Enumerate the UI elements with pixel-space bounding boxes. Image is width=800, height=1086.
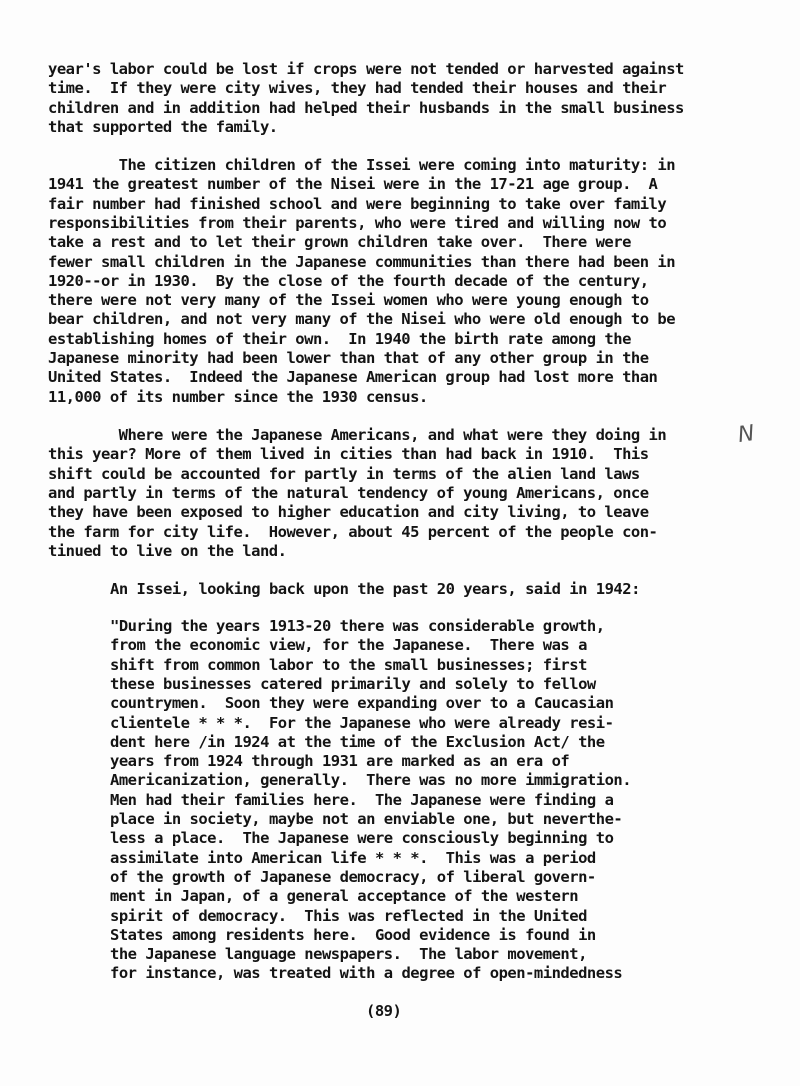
text-line: 1941 the greatest number of the Nisei were in the 17-21 age group. A bbox=[48, 175, 658, 194]
text-line: of the growth of Japanese democracy, of liberal govern- bbox=[110, 867, 596, 886]
text-line: Japanese minority had been lower than that of any other group in the bbox=[48, 349, 649, 367]
text-line: countrymen. Soon they were expanding over to a Caucasian bbox=[110, 694, 614, 713]
text-line: year's labor could be lost if crops were not tended or harvested against bbox=[48, 60, 684, 78]
text-line: children and in addition had helped their husbands in the small business bbox=[48, 98, 684, 117]
text-line: ment in Japan, of a general acceptance of the western bbox=[110, 887, 579, 906]
text-line: that supported the family. bbox=[48, 117, 278, 136]
text-line: States among residents here. Good evidence is found in bbox=[110, 925, 596, 944]
text-line: the Japanese language newspapers. The labor movement, bbox=[110, 945, 587, 964]
text-line: years from 1924 through 1931 are marked as an era of bbox=[110, 752, 570, 771]
text-line: dent here /in 1924 at the time of the Exclusion Act/ the bbox=[110, 732, 605, 751]
text-line: United States. Indeed the Japanese American group had lost more than bbox=[48, 368, 658, 387]
text-line: take a rest and to let their grown children take over. There were bbox=[48, 233, 631, 252]
text-line: fewer small children in the Japanese communities than there had been in bbox=[48, 252, 676, 271]
text-line: place in society, maybe not an enviable one, but neverthe- bbox=[110, 810, 623, 828]
text-line: and partly in terms of the natural tendency of young Americans, once bbox=[48, 483, 649, 502]
text-line: time. If they were city wives, they had tended their houses and their bbox=[48, 79, 667, 98]
text-line: 11,000 of its number since the 1930 census. bbox=[48, 387, 428, 406]
text-line: this year? More of them lived in cities than had back in 1910. This bbox=[48, 445, 649, 464]
text-line: Americanization, generally. There was no more immigration. bbox=[110, 771, 632, 790]
text-line: Men had their families here. The Japanese were finding a bbox=[110, 790, 614, 809]
text-line: clientele * * *. For the Japanese who were already resi- bbox=[110, 713, 614, 732]
text-line: spirit of democracy. This was reflected in the United bbox=[110, 906, 587, 925]
text-line: responsibilities from their parents, who were tired and willing now to bbox=[48, 213, 667, 232]
text-line: there were not very many of the Issei women who were young enough to bbox=[48, 291, 649, 310]
text-line: bear children, and not very many of the Nisei who were old enough to be bbox=[48, 310, 676, 329]
text-line: these businesses catered primarily and solely to fellow bbox=[110, 674, 596, 693]
text-line: "During the years 1913-20 there was considerable growth, bbox=[110, 617, 605, 635]
text-line: shift could be accounted for partly in terms of the alien land laws bbox=[48, 464, 640, 483]
text-line: the farm for city life. However, about 45 percent of the people con- bbox=[48, 522, 658, 541]
text-line: fair number had finished school and were beginning to take over family bbox=[48, 194, 667, 213]
handwritten-margin-note: N bbox=[736, 420, 758, 449]
text-line: assimilate into American life * * *. This was a period bbox=[110, 848, 596, 867]
intro-line: An Issei, looking back upon the past 20 years, said in 1942: bbox=[110, 580, 640, 598]
text-line: Where were the Japanese Americans, and what were they doing in bbox=[48, 426, 667, 444]
text-line: from the economic view, for the Japanese. There was a bbox=[110, 636, 587, 655]
text-line: The citizen children of the Issei were coming into maturity: in bbox=[48, 156, 676, 174]
text-line: less a place. The Japanese were consciously beginning to bbox=[110, 829, 614, 848]
text-line: tinued to live on the land. bbox=[48, 541, 287, 560]
text-line: 1920--or in 1930. By the close of the fourth decade of the century, bbox=[48, 271, 649, 290]
text-line: establishing homes of their own. In 1940 the birth rate among the bbox=[48, 329, 631, 348]
text-line: shift from common labor to the small businesses; first bbox=[110, 655, 587, 674]
text-line: they have been exposed to higher education and city living, to leave bbox=[48, 503, 649, 522]
page-number: (89) bbox=[366, 1002, 402, 1020]
text-line: for instance, was treated with a degree of open-mindedness bbox=[110, 964, 623, 983]
